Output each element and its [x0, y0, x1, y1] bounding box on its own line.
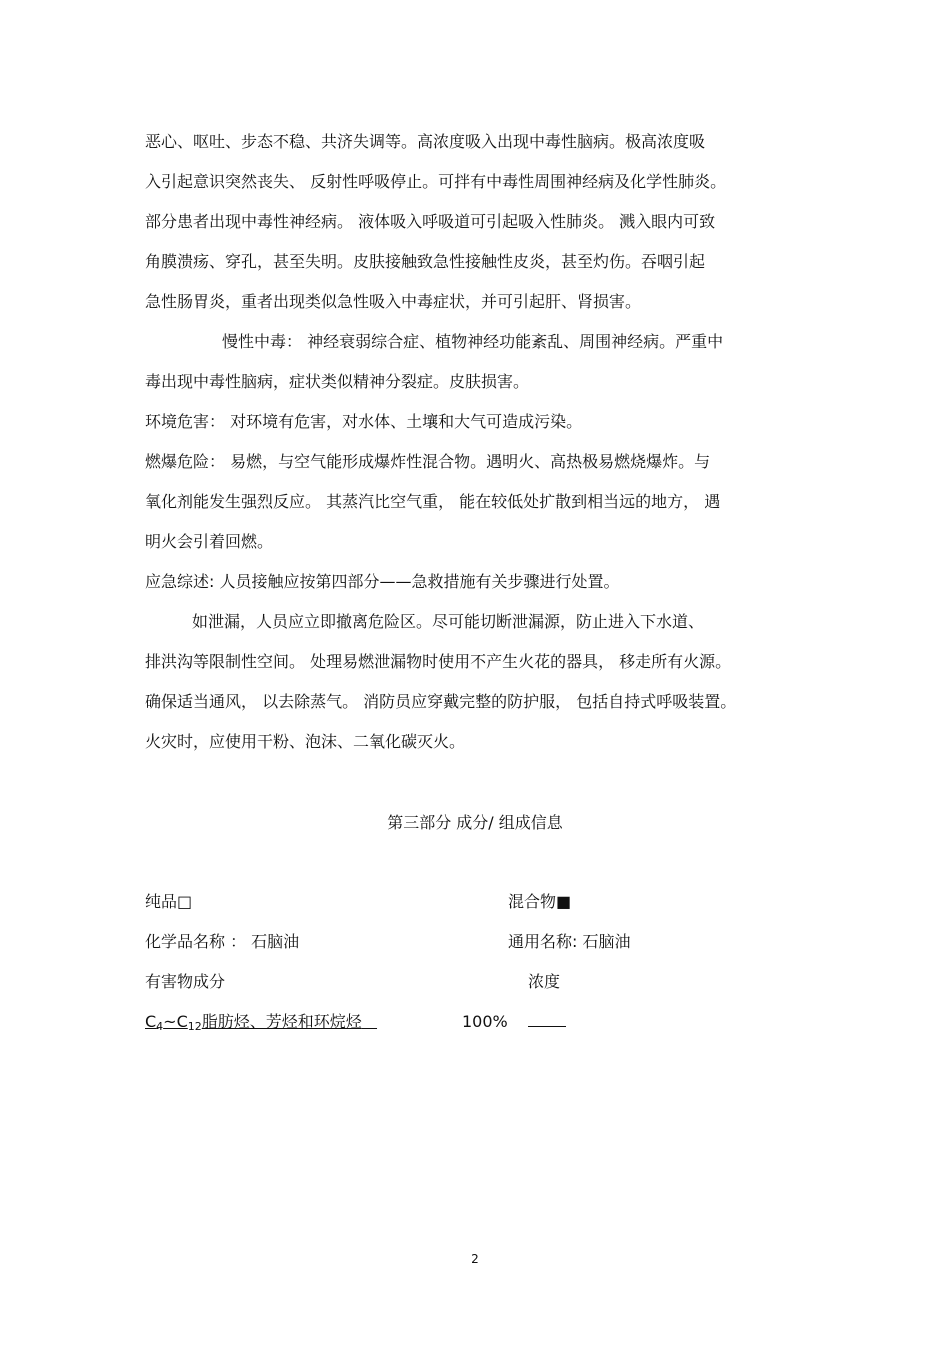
paragraph-line: 角膜溃疡、穿孔，甚至失明。皮肤接触致急性接触性皮炎，甚至灼伤。吞咽引起 [145, 252, 706, 271]
chemical-name-label: 化学品名称 ： 石脑油 [145, 932, 300, 951]
component-tilde: ~C [163, 1012, 188, 1031]
pure-substance-label: 纯品□ [145, 892, 193, 911]
component-c-start: C [145, 1012, 157, 1031]
paragraph-line: 环境危害： 对环境有危害，对水体、土壤和大气可造成污染。 [145, 412, 583, 431]
paragraph-line: 确保适当通风， 以去除蒸气。 消防员应穿戴完整的防护服， 包括自持式呼吸装置。 [145, 692, 737, 711]
concentration-header: 浓度 [528, 972, 561, 991]
paragraph-line: 急性肠胃炎，重者出现类似急性吸入中毒症状，并可引起肝、肾损害。 [145, 292, 642, 311]
paragraph-line: 氧化剂能发生强烈反应。 其蒸汽比空气重， 能在较低处扩散到相当远的地方， 遇 [145, 492, 721, 511]
paragraph-line: 燃爆危险： 易燃，与空气能形成爆炸性混合物。遇明火、高热极易燃烧爆炸。与 [145, 452, 711, 471]
component-name [145, 1012, 377, 1037]
hazard-component-header: 有害物成分 [145, 972, 226, 991]
paragraph-line: 部分患者出现中毒性神经病。 液体吸入呼吸道可引起吸入性肺炎。 溅入眼内可致 [145, 212, 716, 231]
concentration-blank [528, 1012, 566, 1032]
mixture-label: 混合物■ [508, 892, 572, 911]
paragraph-line: 明火会引着回燃。 [145, 532, 274, 551]
paragraph-line: 恶心、呕吐、步态不稳、共济失调等。高浓度吸入出现中毒性脑病。极高浓度吸 [145, 132, 706, 151]
paragraph-line: 慢性中毒： 神经衰弱综合症、植物神经功能紊乱、周围神经病。严重中 [222, 332, 724, 351]
paragraph-line: 排洪沟等限制性空间。 处理易燃泄漏物时使用不产生火花的器具， 移走所有火源。 [145, 652, 732, 671]
component-sub-end: 12 [187, 1020, 202, 1033]
paragraph-line: 入引起意识突然丧失、 反射性呼吸停止。可拌有中毒性周围神经病及化学性肺炎。 [145, 172, 727, 191]
common-name-label: 通用名称: 石脑油 [508, 932, 631, 951]
component-rest: 脂肪烃、芳烃和环烷烃 [201, 1012, 362, 1031]
paragraph-line: 毒出现中毒性脑病，症状类似精神分裂症。皮肤损害。 [145, 372, 530, 391]
page-number: 2 [471, 1252, 479, 1266]
paragraph-line: 如泄漏，人员应立即撤离危险区。尽可能切断泄漏源，防止进入下水道、 [192, 612, 705, 631]
section-title: 第三部分 成分/ 组成信息 [387, 813, 563, 832]
component-percent: 100% [462, 1012, 508, 1031]
component-sub-start: 4 [156, 1020, 164, 1033]
paragraph-line: 火灾时，应使用干粉、泡沫、二氧化碳灭火。 [145, 732, 466, 751]
paragraph-line: 应急综述: 人员接触应按第四部分——急救措施有关步骤进行处置。 [145, 572, 620, 591]
